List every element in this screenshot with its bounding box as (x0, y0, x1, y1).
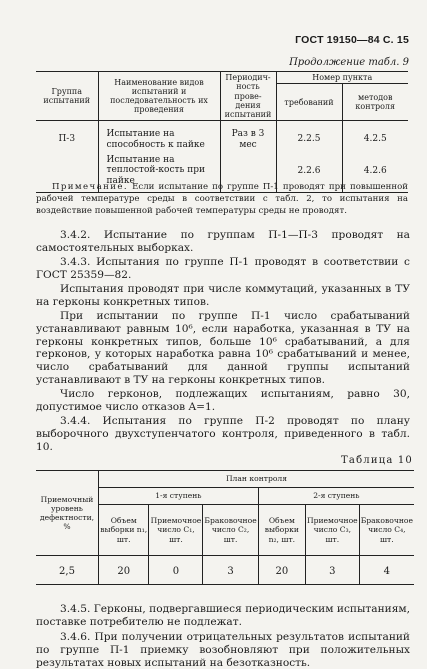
page-header: ГОСТ 19150—84 С. 15 (295, 34, 409, 46)
cell-c2: 3 (203, 556, 258, 585)
cell-defect-level: 2,5 (36, 556, 98, 585)
cell-c4: 4 (359, 556, 414, 585)
col-header-s2-reject: Браковочное число C₄, шт. (359, 505, 414, 556)
cell-period: Раз в 3 мес (220, 121, 276, 151)
cell-c1: 0 (149, 556, 203, 585)
cell-method: 4.2.5 (342, 121, 408, 151)
cell-n1: 20 (98, 556, 149, 585)
cell-req: 2.2.5 (276, 121, 342, 151)
col-header-point-number: Номер пункта (276, 72, 408, 84)
col-header-s1-accept: Приемочное число C₁, шт. (149, 505, 203, 556)
cell-req: 2.2.6 (276, 151, 342, 193)
col-header-requirements: требований (276, 84, 342, 121)
col-header-s2-accept: Приемочное число C₃, шт. (306, 505, 360, 556)
col-header-stage-2: 2-я ступень (258, 488, 414, 505)
paragraph-3-4-4: 3.4.4. Испытания по группе П-2 проводят по плану выборочного двухступенчатого контроля, приведенного в табл. 10. (36, 415, 410, 453)
paragraph-3-4-2: 3.4.2. Испытание по группам П-1—П-3 проводят на самостоятельных выборках. (36, 229, 410, 254)
cell-group: П-3 (58, 134, 76, 145)
cell-test-name: Испытание на способность к пайке (98, 121, 220, 151)
col-header-group: Группа испытаний (36, 72, 98, 121)
paragraph-3-4-3-commutations: Испытания проводят при числе коммутаций, указанных в ТУ на герконы конкретных типов. (36, 283, 410, 308)
col-header-s1-sample: Объем выборки n₁, шт. (98, 505, 149, 556)
paragraph-3-4-3-operations: При испытании по группе П-1 число срабатываний устанавливают равным 10⁶, если наработка, указанная в ТУ на герконы конкретных типов, больше 10⁶ срабатываний, а для герконов, у которых наработка равна 10⁶ срабатываний и менее, число срабатываний для данной группы испытаний устанавливают в ТУ на герконы конкретных типов. (36, 310, 410, 386)
col-header-methods: методов контроля (342, 84, 408, 121)
col-header-control-plan: План контроля (98, 471, 414, 488)
cell-c3: 3 (306, 556, 360, 585)
table-note (36, 181, 408, 217)
col-header-test-name: Наименование видов испытаний и последовательность их проведения (98, 72, 220, 121)
col-header-s1-reject: Браковочное число C₂, шт. (203, 505, 258, 556)
cell-method: 4.2.6 (342, 151, 408, 193)
table-row (36, 556, 414, 585)
col-header-period: Периодич-ность прове-дения испытаний (220, 72, 276, 121)
paragraph-3-4-3-sample-size: Число герконов, подлежащих испытаниям, равно 30, допустимое число отказов A=1. (36, 388, 410, 413)
table-continuation-label: Продолжение табл. 9 (289, 57, 409, 68)
paragraph-3-4-5: 3.4.5. Герконы, подвергавшиеся периодическим испытаниям, поставке потребителю не подлежат. (36, 603, 410, 628)
table-10-caption: Таблица 10 (341, 455, 413, 466)
note-text: Если испытание по группе П-1 проводят при повышенной рабочей температуре среды в соответствии с табл. 2, то испытания на воздействие повышенной рабочей температуры среды не проводят. (36, 182, 408, 216)
col-header-stage-1: 1-я ступень (98, 488, 258, 505)
paragraph-3-4-3: 3.4.3. Испытания по группе П-1 проводят в соответствии с ГОСТ 25359—82. (36, 256, 410, 281)
cell-test-name: Испытание на теплостой-кость при пайке (98, 151, 220, 193)
cell-n2: 20 (258, 556, 305, 585)
table-9 (36, 71, 408, 193)
paragraph-3-4-6: 3.4.6. При получении отрицательных результатов испытаний по группе П-1 приемку возобновляют при положительных результатах новых испытаний на безотказность. (36, 631, 410, 669)
note-label: Примечание. (52, 182, 128, 192)
table-row (36, 121, 408, 151)
col-header-defect-level: Приемочный уровень дефектности, % (36, 471, 98, 556)
table-10 (36, 470, 414, 585)
col-header-s2-sample: Объем выборки n₂, шт. (258, 505, 305, 556)
